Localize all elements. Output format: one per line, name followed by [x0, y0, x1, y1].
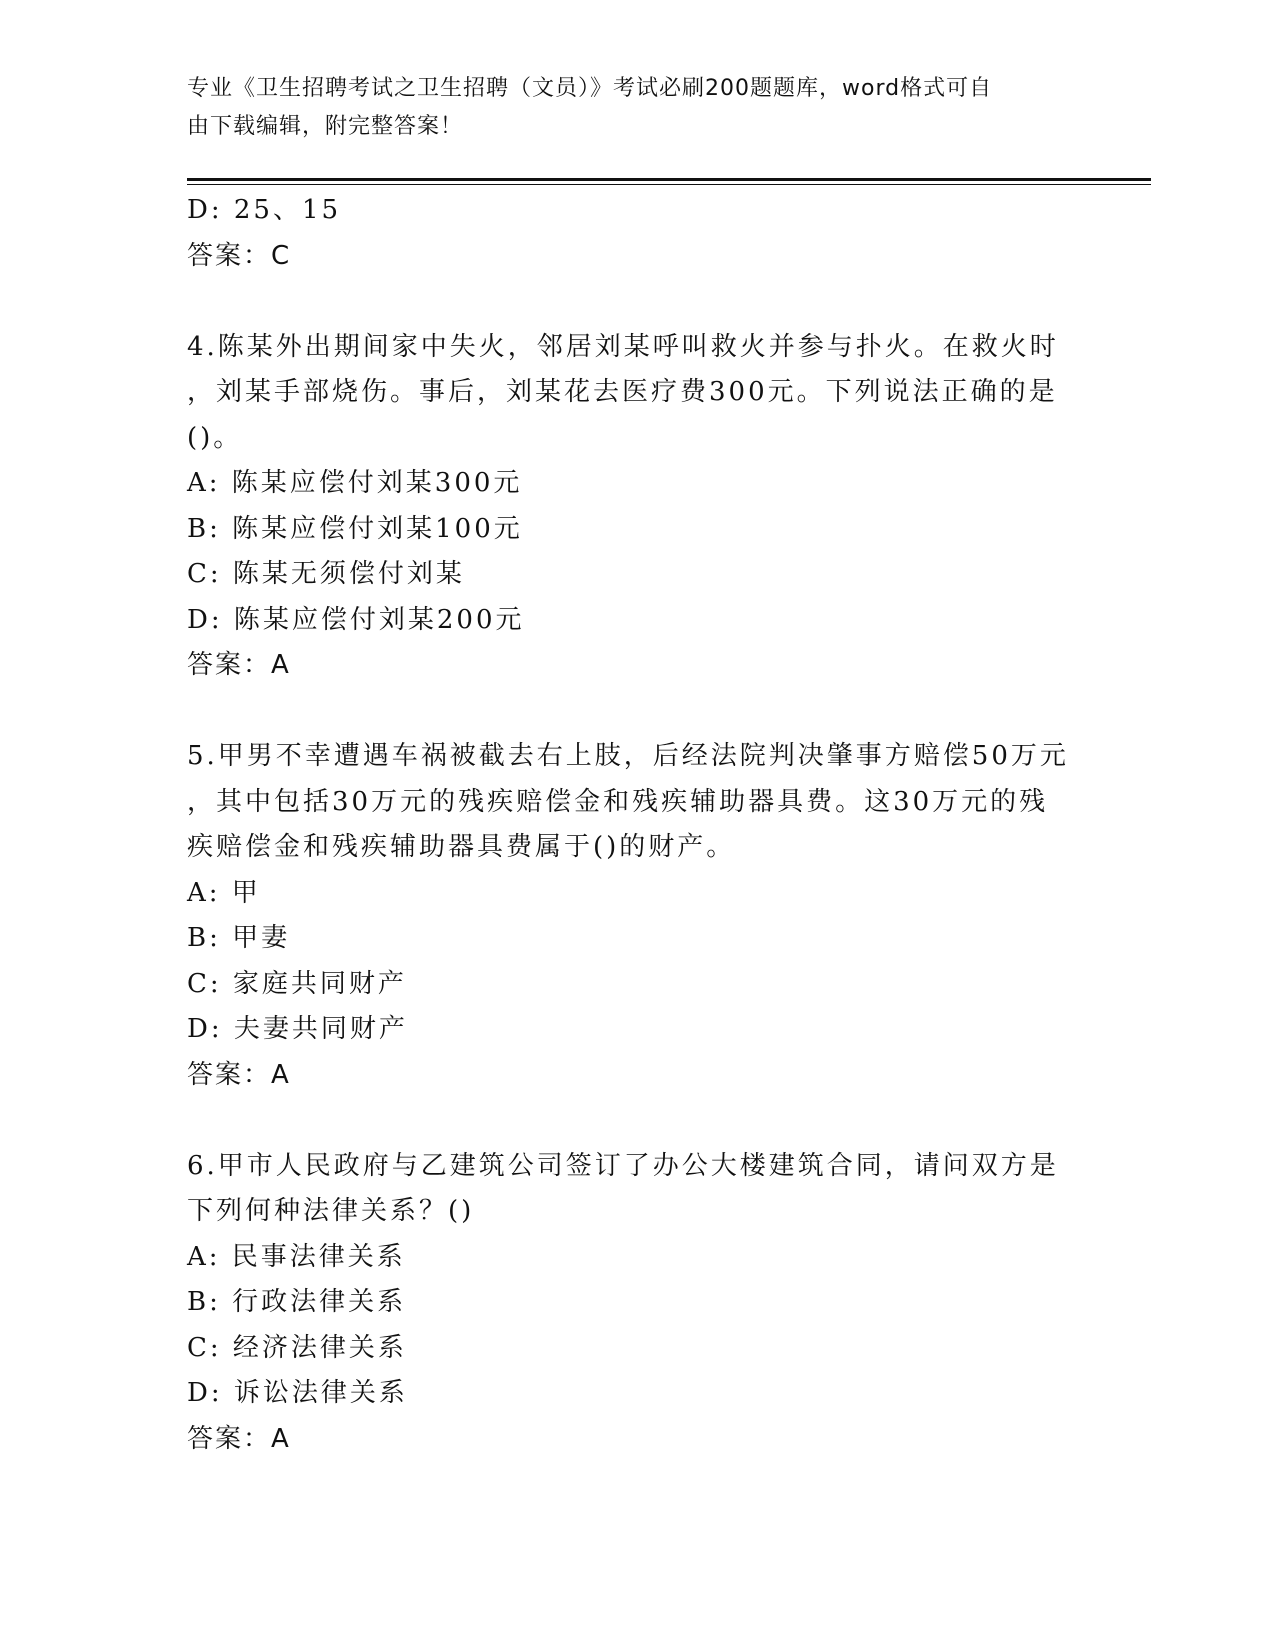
question-stem-line: ，其中包括30万元的残疾赔偿金和残疾辅助器具费。这30万元的残: [187, 786, 1049, 817]
question-stem-line: 下列何种法律关系？(): [187, 1196, 475, 1226]
question-5: [187, 734, 1087, 1098]
question-stem-line: 疾赔偿金和残疾辅助器具费属于()的财产。: [187, 832, 736, 862]
option-b: B: 陈某应偿付刘某100元: [187, 513, 523, 544]
previous-question-tail: [187, 188, 1087, 279]
question-stem-line: ，刘某手部烧伤。事后，刘某花去医疗费300元。下列说法正确的是: [187, 377, 1058, 407]
spacer: [187, 1098, 1087, 1144]
header-rule-thick: [187, 178, 1151, 181]
question-stem-line: 4.陈某外出期间家中失火，邻居刘某呼叫救火并参与扑火。在救火时: [187, 331, 1059, 362]
answer-line: 答案：A: [187, 1059, 291, 1090]
option-c: C: 经济法律关系: [187, 1332, 407, 1363]
option-d: D: 夫妻共同财产: [187, 1014, 408, 1044]
option-b: B: 甲妻: [187, 923, 291, 953]
option-c: C: 陈某无须偿付刘某: [187, 559, 465, 589]
header-line-2: 由下载编辑，附完整答案！: [187, 114, 464, 139]
document-header: [187, 70, 1067, 146]
answer-line: 答案：A: [187, 650, 291, 680]
question-stem-line: 5.甲男不幸遭遇车祸被截去右上肢，后经法院判决肇事方赔偿50万元: [187, 741, 1069, 771]
spacer: [187, 279, 1087, 325]
question-6: [187, 1144, 1087, 1463]
header-line-1: 专业《卫生招聘考试之卫生招聘（文员）》考试必刷200题题库，word格式可自: [187, 76, 993, 101]
option-a: A: 陈某应偿付刘某300元: [187, 468, 523, 498]
option-d: D: 25、15: [187, 195, 342, 225]
question-4: [187, 325, 1087, 689]
question-stem-line: 6.甲市人民政府与乙建筑公司签订了办公大楼建筑合同，请问双方是: [187, 1150, 1059, 1181]
answer-line: 答案：A: [187, 1423, 291, 1454]
option-b: B: 行政法律关系: [187, 1287, 407, 1317]
option-d: D: 陈某应偿付刘某200元: [187, 604, 525, 635]
header-rule-thin: [187, 184, 1151, 185]
option-c: C: 家庭共同财产: [187, 968, 407, 999]
answer-line: 答案：C: [187, 240, 292, 271]
document-body: [187, 188, 1087, 1462]
option-a: A: 甲: [187, 877, 261, 908]
spacer: [187, 689, 1087, 735]
question-stem-line: ()。: [187, 422, 243, 453]
option-d: D: 诉讼法律关系: [187, 1378, 408, 1408]
option-a: A: 民事法律关系: [187, 1241, 406, 1272]
